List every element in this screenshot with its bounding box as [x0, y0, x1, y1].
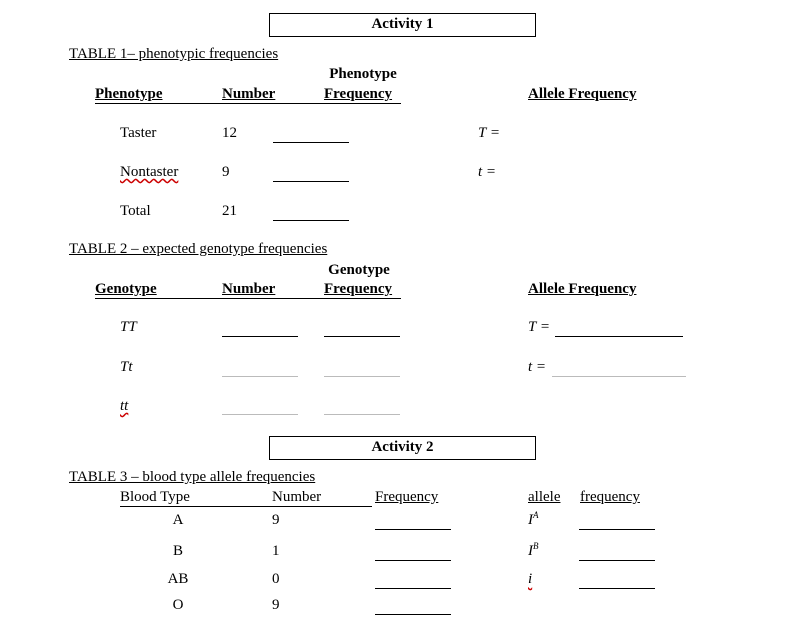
table-1-row-total-number: 21 — [222, 203, 237, 219]
table-3-allele-IA-frequency-blank[interactable] — [579, 529, 655, 530]
table-3-header-frequency: Frequency — [375, 489, 439, 505]
table-3-header-allele-frequency: frequency — [580, 489, 640, 505]
table-2-row-TT-label: TT — [120, 319, 137, 335]
table-3-allele-IA-sup: A — [533, 510, 539, 520]
table-2-header-freq-line1: Genotype — [328, 262, 390, 278]
table-3-allele-IB — [528, 543, 539, 560]
table-3-row-B-number: 1 — [272, 543, 280, 559]
table-1-row-nontaster-number: 9 — [222, 164, 230, 180]
table-3-allele-IB-base: I — [528, 543, 533, 559]
table-2-header-allele-frequency: Allele Frequency — [528, 281, 637, 297]
table-1-row-total-label: Total — [120, 203, 151, 219]
table-2-row-Tt-number-blank[interactable] — [222, 376, 298, 377]
table-3-allele-i — [528, 571, 532, 588]
table-1-row-total-frequency-blank[interactable] — [273, 220, 349, 221]
table-3-row-O-type: O — [172, 597, 184, 613]
table-2-row-TT-frequency-blank[interactable] — [324, 336, 400, 337]
table-1-row-nontaster-text: Nontaster — [120, 164, 179, 180]
table-1-row-taster-number: 12 — [222, 125, 237, 141]
table-1-header-allele-frequency: Allele Frequency — [528, 86, 637, 102]
table-1-caption: TABLE 1– phenotypic frequencies — [69, 46, 279, 62]
table-1-header-rule — [95, 103, 401, 104]
table-3-row-B-frequency-blank[interactable] — [375, 560, 451, 561]
table-2-row-tt-label — [120, 398, 128, 415]
table-2-header-rule — [95, 298, 401, 299]
table-1-allele-t-label: t = — [478, 164, 497, 180]
table-2-row-Tt-label: Tt — [120, 359, 133, 375]
table-3-header-allele: allele — [528, 489, 561, 505]
table-1-header-phenotype: Phenotype — [95, 86, 163, 102]
table-3-row-AB-number: 0 — [272, 571, 280, 587]
table-2-header-freq-line2: Frequency — [324, 281, 393, 297]
table-2-header-number: Number — [222, 281, 276, 297]
table-1-row-taster-label: Taster — [120, 125, 157, 141]
table-1-allele-T-label: T = — [478, 125, 500, 141]
table-3-row-A-number: 9 — [272, 512, 280, 528]
table-3-row-B-type: B — [172, 543, 183, 559]
table-1-row-nontaster-frequency-blank[interactable] — [273, 181, 349, 182]
table-2-allele-T-label: T = — [528, 319, 550, 335]
table-3-allele-i-frequency-blank[interactable] — [579, 588, 655, 589]
table-2-row-TT-number-blank[interactable] — [222, 336, 298, 337]
table-3-row-A-type: A — [172, 512, 184, 528]
table-2-row-Tt-frequency-blank[interactable] — [324, 376, 400, 377]
table-2-header-genotype: Genotype — [95, 281, 157, 297]
table-1-row-taster-frequency-blank[interactable] — [273, 142, 349, 143]
table-1-header-freq-line2: Frequency — [324, 86, 393, 102]
table-3-row-AB-type: AB — [167, 571, 189, 587]
table-3-allele-i-base: i — [528, 571, 533, 587]
table-2-caption: TABLE 2 – expected genotype frequencies — [69, 241, 328, 257]
table-1-header-freq-line1: Phenotype — [329, 66, 397, 82]
table-3-allele-IA-base: I — [528, 512, 533, 528]
table-2-row-tt-number-blank[interactable] — [222, 414, 298, 415]
table-2-allele-T-blank[interactable] — [555, 336, 683, 337]
table-3-row-AB-frequency-blank[interactable] — [375, 588, 451, 589]
table-3-allele-IA — [528, 512, 539, 529]
table-2-row-tt-frequency-blank[interactable] — [324, 414, 400, 415]
table-3-caption: TABLE 3 – blood type allele frequencies — [69, 469, 316, 485]
table-3-allele-IB-sup: B — [533, 541, 539, 551]
table-1-row-nontaster-label — [120, 164, 178, 181]
table-3-header-blood-type: Blood Type — [120, 489, 190, 505]
activity-1-title: Activity 1 — [269, 13, 536, 37]
table-2-allele-t-blank[interactable] — [552, 376, 686, 377]
activity-2-title: Activity 2 — [269, 436, 536, 460]
table-2-allele-t-label: t = — [528, 359, 547, 375]
table-3-row-O-number: 9 — [272, 597, 280, 613]
table-3-header-rule — [120, 506, 372, 507]
table-3-allele-IB-frequency-blank[interactable] — [579, 560, 655, 561]
table-3-header-number: Number — [272, 489, 322, 505]
table-3-row-A-frequency-blank[interactable] — [375, 529, 451, 530]
table-2-row-tt-text: tt — [120, 398, 129, 414]
table-3-row-O-frequency-blank[interactable] — [375, 614, 451, 615]
table-1-header-number: Number — [222, 86, 276, 102]
